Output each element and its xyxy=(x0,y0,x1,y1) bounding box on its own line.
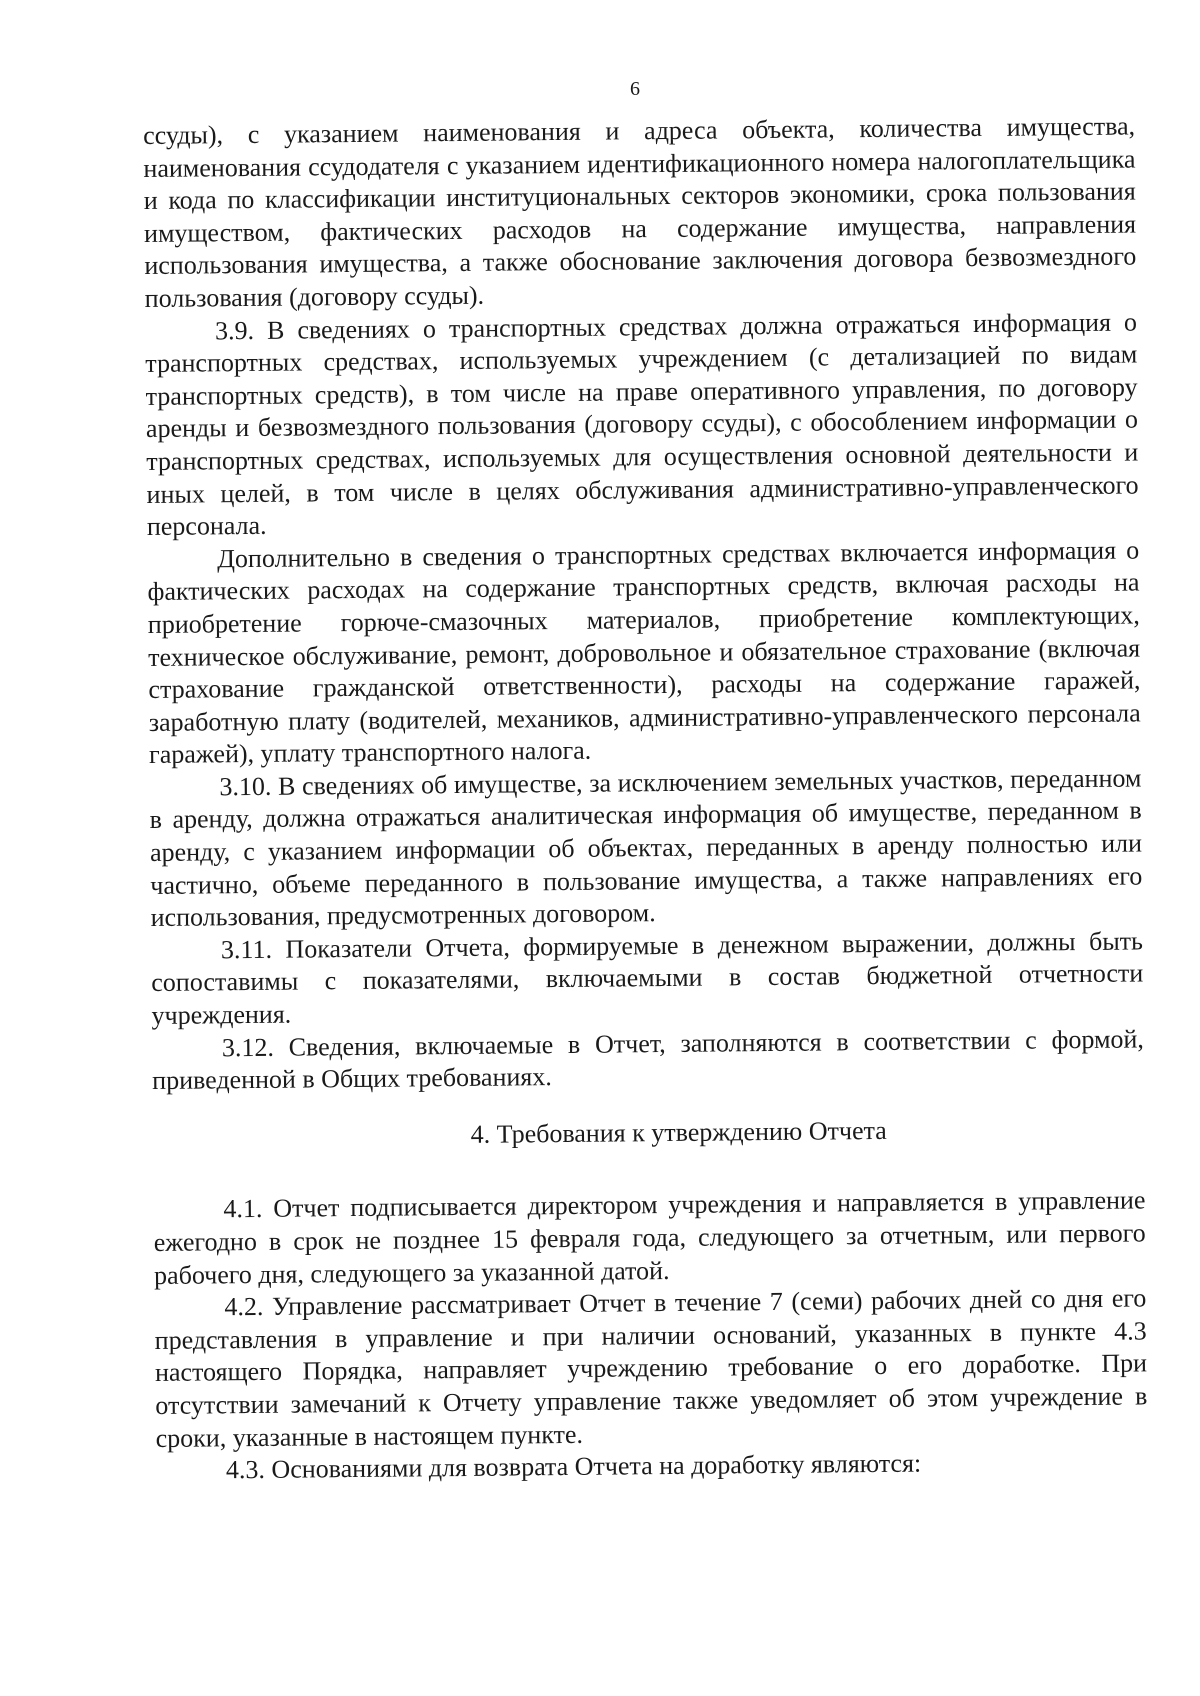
document-body xyxy=(143,110,1148,1487)
paragraph-4-3: 4.3. Основаниями для возврата Отчета на доработку являются: xyxy=(225,1448,922,1485)
paragraph-3-10: 3.10. В сведениях об имуществе, за исключением земельных участков, переданном в аренду, должна отражаться аналитическая информация об имуществе, переданном в аренду, с указанием информации об объектах, переданных в аренду полностью или частично, объеме переданного в пользование имущества, а также направлениях его использования, предусмотренных договором. xyxy=(149,763,1143,933)
paragraph-4-2: 4.2. Управление рассматривает Отчет в течение 7 (семи) рабочих дней со дня его представления в управление и при наличии оснований, указанных в пункте 4.3 настоящего Порядка, направляет учреждению требование о его доработке. При отсутствии замечаний к Отчету управление также уведомляет об этом учреждение в сроки, указанные в настоящем пункте. xyxy=(154,1283,1148,1453)
paragraph-3-9: 3.9. В сведениях о транспортных средствах должна отражаться информация о транспортных средствах, используемых учреждением (с детализацией по видам транспортных средств), в том числе на праве оперативного управления, по договору аренды и безвозмездного пользования (договору ссуды), с обособлением информации о транспортных средствах, используемых для осуществления основной деятельности и иных целей, в том числе в целях обслуживания административно-управленческого персонала. xyxy=(145,307,1139,542)
paragraph-3-8-continuation: ссуды), с указанием наименования и адреса объекта, количества имущества, наименования ссудодателя с указанием идентификационного номера налогоплательщика и кода по классификации институциональных секторов экономики, срока пользования имуществом, фактических расходов на содержание имущества, направления использования имущества, а также обоснование заключения договора безвозмездного пользования (договору ссуды). xyxy=(143,111,1137,313)
paragraph-3-9-additional: Дополнительно в сведения о транспортных средствах включается информация о фактических расходах на содержание транспортных средств, включая расходы на приобретение горюче-смазочных материалов, приобретение комплектующих, техническое обслуживание, ремонт, добровольное и обязательное страхование (включая страхование гражданской ответственности), расходы на содержание гаражей, заработную плату (водителей, механиков, административно-управленческого персонала гаражей), уплату транспортного налога. xyxy=(147,535,1141,770)
paragraph-3-11: 3.11. Показатели Отчета, формируемые в денежном выражении, должны быть сопоставимы с показателями, включаемыми в состав бюджетной отчетности учреждения. xyxy=(151,926,1144,1030)
section-heading: 4. Требования к утверждению Отчета xyxy=(470,1115,887,1149)
paragraph-4-1: 4.1. Отчет подписывается директором учреждения и направляется в управление ежегодно в срок не позднее 15 февраля года, следующего за отчетным, или первого рабочего дня, следующего за указанной датой. xyxy=(153,1185,1146,1290)
paragraph-3-12: 3.12. Сведения, включаемые в Отчет, заполняются в соответствии с формой, приведенной в Общих требованиях. xyxy=(152,1024,1145,1096)
page-number: 6 xyxy=(630,78,640,100)
